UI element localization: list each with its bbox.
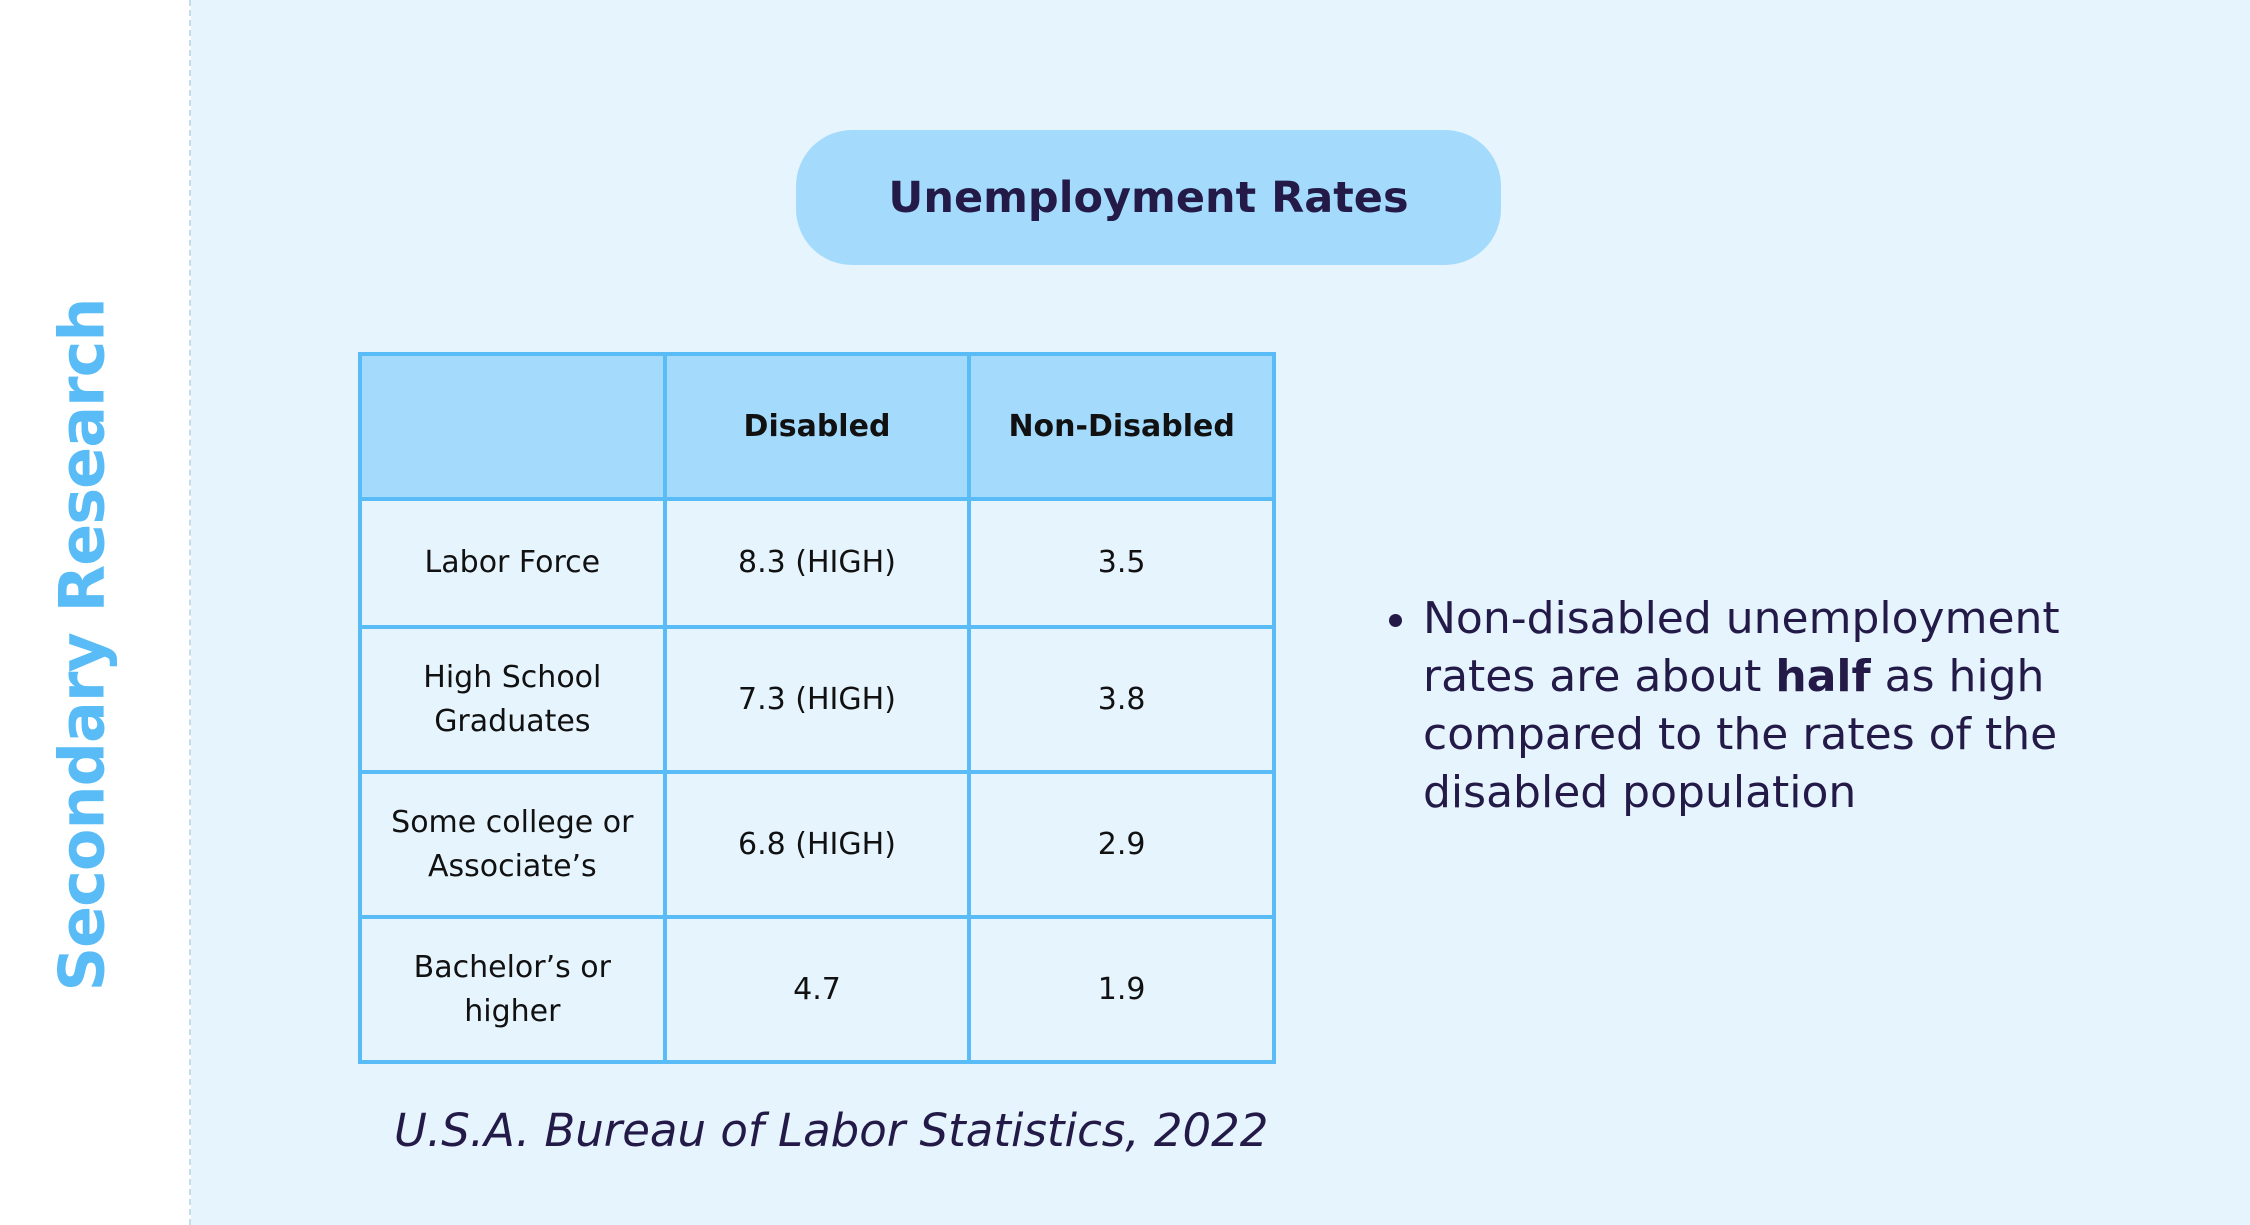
sidebar-title: Secondary Research: [45, 298, 119, 992]
row-label-line: High School: [423, 659, 602, 695]
bullet-text-after: as high compared to the rates of the disabled population: [1423, 651, 2058, 818]
bullet-item: [1385, 590, 2145, 822]
table-row: [360, 499, 1274, 627]
table-row: [360, 917, 1274, 1062]
row-label-line: higher: [464, 993, 561, 1029]
source-citation: U.S.A. Bureau of Labor Statistics, 2022: [394, 1104, 1269, 1157]
non-disabled-value: 2.9: [969, 772, 1274, 917]
header-non-disabled: Non-Disabled: [969, 354, 1274, 499]
bullet-dot-icon: [1389, 614, 1402, 627]
table-row: [360, 772, 1274, 917]
bullet-text-before: Non-disabled unemployment rates are about: [1423, 593, 2060, 702]
non-disabled-value: 1.9: [969, 917, 1274, 1062]
disabled-value: 6.8 (HIGH): [665, 772, 970, 917]
disabled-value: 4.7: [665, 917, 970, 1062]
row-label-line: Graduates: [434, 703, 591, 739]
row-label: [360, 772, 665, 917]
disabled-value: 7.3 (HIGH): [665, 627, 970, 772]
row-label: [360, 917, 665, 1062]
row-label-text: Labor Force: [424, 545, 601, 580]
table-header-row: [360, 354, 1274, 499]
header-empty: [360, 354, 665, 499]
non-disabled-value: 3.8: [969, 627, 1274, 772]
title-pill: [796, 130, 1501, 265]
bullet-list: [1385, 590, 2145, 822]
row-label: [360, 627, 665, 772]
non-disabled-value: 3.5: [969, 499, 1274, 627]
row-label-line: Some college or: [391, 804, 634, 840]
sidebar: [0, 0, 191, 1225]
row-label-line: Associate’s: [427, 848, 597, 884]
page-title: Unemployment Rates: [888, 172, 1409, 223]
disabled-value: 8.3 (HIGH): [665, 499, 970, 627]
row-label: [360, 499, 665, 627]
header-disabled: Disabled: [665, 354, 970, 499]
row-label-line: Bachelor’s or: [413, 949, 611, 985]
unemployment-table: [358, 352, 1276, 1064]
bullet-text-bold: half: [1775, 651, 1871, 702]
table-row: [360, 627, 1274, 772]
